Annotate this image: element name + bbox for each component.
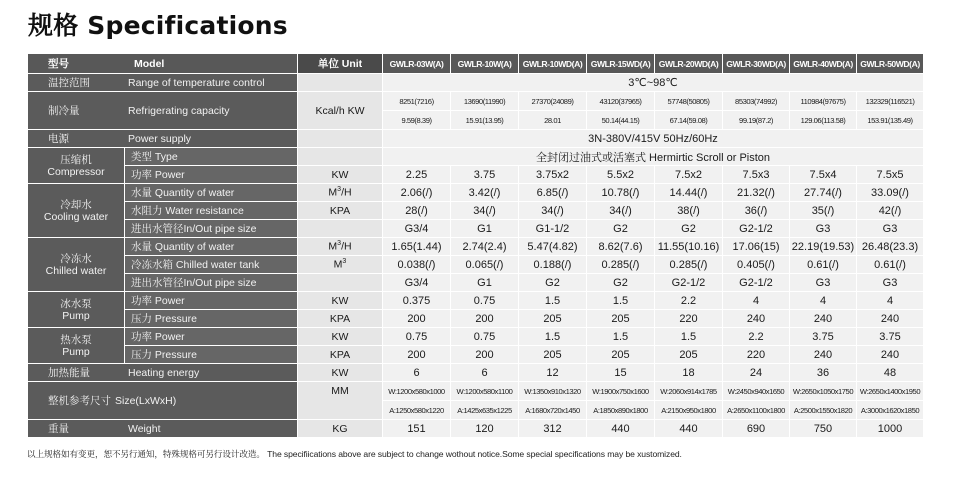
value-cell: 85303(74992) (723, 92, 790, 111)
value-cell: 240 (790, 346, 857, 364)
footnote: 以上规格如有变更，恕不另行通知，特殊规格可另行设计改造。 The specifiications above are subject to change wothout notice.Some special specifications may be xustomized. (27, 449, 682, 459)
unit-cell: KW (298, 328, 383, 346)
value-cell: 3.75 (857, 328, 924, 346)
sub-label: 压力 Pressure (125, 346, 298, 364)
value-cell: 1.65(1.44) (383, 238, 451, 256)
model-header (28, 54, 298, 74)
value-cell: 240 (857, 310, 924, 328)
power-supply-value: 3N-380V/415V 50Hz/60Hz (383, 130, 924, 148)
value-cell: 4 (857, 292, 924, 310)
unit-cell: KPA (298, 346, 383, 364)
unit-cell: KPA (298, 202, 383, 220)
cooling-water-quantity-row (28, 184, 924, 202)
value-cell: 50.14(44.15) (587, 111, 655, 130)
value-cell: G2-1/2 (723, 274, 790, 292)
row-label-en: Power supply (128, 133, 192, 145)
value-cell: 0.188(/) (519, 256, 587, 274)
value-cell: 220 (723, 346, 790, 364)
sub-label: 功率 Power (125, 166, 298, 184)
value-cell: 1.5 (519, 328, 587, 346)
value-cell: 3.75x2 (519, 166, 587, 184)
value-cell: G1 (451, 274, 519, 292)
ice-pump-power-row (28, 292, 924, 310)
value-cell: 67.14(59.08) (655, 111, 723, 130)
value-cell: 17.06(15) (723, 238, 790, 256)
power-supply-row (28, 130, 924, 148)
value-cell: 2.74(2.4) (451, 238, 519, 256)
value-cell: 26.48(23.3) (857, 238, 924, 256)
value-cell: 35(/) (790, 202, 857, 220)
row-label-en: Refrigerating capacity (128, 105, 230, 117)
value-cell: G2 (587, 220, 655, 238)
hot-pump-power-row (28, 328, 924, 346)
value-cell: 110984(97675) (790, 92, 857, 111)
header-row (28, 54, 924, 74)
value-cell: 48 (857, 364, 924, 382)
row-label-zh: 加热能量 (48, 367, 90, 379)
value-cell: 3.75 (451, 166, 519, 184)
group-label (28, 238, 125, 292)
model-column-header: GWLR-50WD(A) (857, 54, 924, 74)
value-cell: G2-1/2 (723, 220, 790, 238)
value-cell: 750 (790, 420, 857, 438)
value-cell: W:2650x1050x1750 (790, 382, 857, 401)
row-label-en: Heating energy (128, 367, 200, 379)
row-label-zh: 电源 (48, 133, 69, 145)
value-cell: 151 (383, 420, 451, 438)
value-cell: W:1200x580x1000 (383, 382, 451, 401)
value-cell: 205 (519, 310, 587, 328)
row-label (28, 364, 298, 382)
unit-superscript: 3 (337, 240, 342, 248)
row-label (28, 74, 298, 92)
value-cell: G2 (519, 274, 587, 292)
value-cell: 200 (383, 310, 451, 328)
row-label-en: Range of temperature control (128, 77, 265, 89)
unit-cell (298, 148, 383, 166)
value-cell: W:1900x750x1600 (587, 382, 655, 401)
model-column-header: GWLR-10WD(A) (519, 54, 587, 74)
value-cell: 2.2 (655, 292, 723, 310)
value-cell: 5.5x2 (587, 166, 655, 184)
row-label-en: Size(LxWxH) (115, 395, 177, 407)
sub-label: 功率 Power (125, 292, 298, 310)
specifications-table (27, 53, 924, 438)
model-column-header: GWLR-40WD(A) (790, 54, 857, 74)
value-cell: 1000 (857, 420, 924, 438)
unit-base: M (328, 240, 338, 253)
value-cell: 0.285(/) (655, 256, 723, 274)
value-cell: 0.405(/) (723, 256, 790, 274)
value-cell: 8.62(7.6) (587, 238, 655, 256)
sub-label: 进出水管径In/Out pipe size (125, 274, 298, 292)
group-label (28, 328, 125, 364)
value-cell: 0.038(/) (383, 256, 451, 274)
value-cell: A:3000x1620x1850 (857, 401, 924, 420)
value-cell: 220 (655, 310, 723, 328)
value-cell: 4 (790, 292, 857, 310)
value-cell: G3/4 (383, 274, 451, 292)
value-cell: G1 (451, 220, 519, 238)
unit-superscript: 3 (337, 186, 342, 194)
value-cell: A:2650x1100x1800 (723, 401, 790, 420)
value-cell: 22.19(19.53) (790, 238, 857, 256)
value-cell: 6 (383, 364, 451, 382)
value-cell: A:2150x950x1800 (655, 401, 723, 420)
value-cell: 36(/) (723, 202, 790, 220)
row-label (28, 420, 298, 438)
value-cell: 21.32(/) (723, 184, 790, 202)
value-cell: G2 (587, 274, 655, 292)
value-cell: G2 (655, 220, 723, 238)
model-header-zh: 型号 (48, 58, 69, 70)
value-cell: 1.5 (655, 328, 723, 346)
value-cell: 200 (383, 346, 451, 364)
unit-header: 单位 Unit (298, 54, 383, 74)
group-label (28, 148, 125, 184)
value-cell: 3.75 (790, 328, 857, 346)
value-cell: A:1680x720x1450 (519, 401, 587, 420)
value-cell: 38(/) (655, 202, 723, 220)
value-cell: 57748(50805) (655, 92, 723, 111)
value-cell: G3/4 (383, 220, 451, 238)
value-cell: 36 (790, 364, 857, 382)
value-cell: 440 (587, 420, 655, 438)
unit-cell (298, 220, 383, 238)
value-cell: 0.61(/) (857, 256, 924, 274)
value-cell: 1.5 (587, 292, 655, 310)
unit-cell (298, 74, 383, 92)
value-cell: 240 (723, 310, 790, 328)
chilled-water-pipe-row (28, 274, 924, 292)
sub-label: 冷冻水箱 Chilled water tank (125, 256, 298, 274)
hot-pump-pressure-row (28, 346, 924, 364)
group-label-zh: 压缩机 (60, 153, 92, 166)
value-cell: G1-1/2 (519, 220, 587, 238)
value-cell: 4 (723, 292, 790, 310)
value-cell: A:2500x1550x1820 (790, 401, 857, 420)
group-label-en: Pump (62, 345, 90, 358)
value-cell: 6 (451, 364, 519, 382)
value-cell: 34(/) (519, 202, 587, 220)
value-cell: 33.09(/) (857, 184, 924, 202)
compressor-type-value: 全封闭过油式或活塞式 Hermirtic Scroll or Piston (383, 148, 924, 166)
value-cell: 11.55(10.16) (655, 238, 723, 256)
group-label-en: Compressor (47, 165, 105, 178)
sub-label: 类型 Type (125, 148, 298, 166)
value-cell: 42(/) (857, 202, 924, 220)
ice-pump-pressure-row (28, 310, 924, 328)
value-cell: 312 (519, 420, 587, 438)
size-w-row (28, 382, 924, 401)
value-cell: G2-1/2 (655, 274, 723, 292)
temperature-range-value: 3℃~98℃ (383, 74, 924, 92)
heating-energy-row (28, 364, 924, 382)
value-cell: A:1425x635x1225 (451, 401, 519, 420)
row-label-zh: 整机参考尺寸 (48, 395, 111, 407)
value-cell: 132329(116521) (857, 92, 924, 111)
row-label (28, 130, 298, 148)
unit-superscript: 3 (342, 258, 347, 266)
unit-cell (298, 274, 383, 292)
value-cell: 205 (655, 346, 723, 364)
unit-cell (298, 130, 383, 148)
value-cell: 2.06(/) (383, 184, 451, 202)
unit-cell: KW (298, 364, 383, 382)
unit-cell: KPA (298, 310, 383, 328)
sub-label: 压力 Pressure (125, 310, 298, 328)
value-cell: 0.75 (383, 328, 451, 346)
unit-cell (298, 238, 383, 256)
value-cell: 200 (451, 346, 519, 364)
value-cell: 0.75 (451, 292, 519, 310)
model-column-header: GWLR-30WD(A) (723, 54, 790, 74)
value-cell: 27370(24089) (519, 92, 587, 111)
value-cell: W:1350x910x1320 (519, 382, 587, 401)
unit-cell: KG (298, 420, 383, 438)
value-cell: G3 (790, 220, 857, 238)
refrigerating-capacity-row (28, 92, 924, 111)
value-cell: 200 (451, 310, 519, 328)
value-cell: 0.065(/) (451, 256, 519, 274)
group-label-zh: 冰水泵 (60, 297, 92, 310)
value-cell: 15 (587, 364, 655, 382)
chilled-water-quantity-row (28, 238, 924, 256)
row-label-zh: 制冷量 (48, 105, 80, 117)
group-label (28, 184, 125, 238)
value-cell: 99.19(87.2) (723, 111, 790, 130)
value-cell: 240 (857, 346, 924, 364)
unit-cell (298, 256, 383, 274)
value-cell: 690 (723, 420, 790, 438)
value-cell: 24 (723, 364, 790, 382)
value-cell: 28.01 (519, 111, 587, 130)
value-cell: G3 (790, 274, 857, 292)
model-column-header: GWLR-15WD(A) (587, 54, 655, 74)
value-cell: W:2450x940x1650 (723, 382, 790, 401)
value-cell: 7.5x5 (857, 166, 924, 184)
sub-label: 进出水管径In/Out pipe size (125, 220, 298, 238)
value-cell: 0.75 (451, 328, 519, 346)
weight-row (28, 420, 924, 438)
chilled-water-tank-row (28, 256, 924, 274)
sub-label: 水阻力 Water resistance (125, 202, 298, 220)
sub-label: 水量 Quantity of water (125, 184, 298, 202)
group-label-zh: 冷却水 (60, 198, 92, 211)
value-cell: 129.06(113.58) (790, 111, 857, 130)
value-cell: 15.91(13.95) (451, 111, 519, 130)
cooling-water-pipe-row (28, 220, 924, 238)
page-title: 规格 Specifications (28, 11, 288, 40)
value-cell: 205 (519, 346, 587, 364)
value-cell: 9.59(8.39) (383, 111, 451, 130)
group-label-zh: 热水泵 (60, 333, 92, 346)
compressor-power-row (28, 166, 924, 184)
value-cell: A:1250x580x1220 (383, 401, 451, 420)
value-cell: 34(/) (587, 202, 655, 220)
value-cell: 28(/) (383, 202, 451, 220)
group-label-en: Cooling water (43, 210, 109, 223)
value-cell: A:1850x890x1800 (587, 401, 655, 420)
group-label (28, 292, 125, 328)
unit-tail: /H (341, 186, 352, 199)
value-cell: 2.2 (723, 328, 790, 346)
value-cell: 27.74(/) (790, 184, 857, 202)
value-cell: 7.5x2 (655, 166, 723, 184)
value-cell: 240 (790, 310, 857, 328)
value-cell: 43120(37965) (587, 92, 655, 111)
value-cell: 10.78(/) (587, 184, 655, 202)
value-cell: W:2650x1400x1950 (857, 382, 924, 401)
value-cell: 12 (519, 364, 587, 382)
group-label-zh: 冷冻水 (60, 252, 92, 265)
value-cell: 6.85(/) (519, 184, 587, 202)
value-cell: 120 (451, 420, 519, 438)
value-cell: 0.61(/) (790, 256, 857, 274)
row-label (28, 382, 298, 420)
cooling-water-resistance-row (28, 202, 924, 220)
model-column-header: GWLR-20WD(A) (655, 54, 723, 74)
value-cell: W:1200x580x1100 (451, 382, 519, 401)
value-cell: 18 (655, 364, 723, 382)
value-cell: 7.5x3 (723, 166, 790, 184)
value-cell: 1.5 (587, 328, 655, 346)
sub-label: 功率 Power (125, 328, 298, 346)
unit-cell: KW (298, 292, 383, 310)
value-cell: G3 (857, 274, 924, 292)
value-cell: 5.47(4.82) (519, 238, 587, 256)
model-column-header: GWLR-10W(A) (451, 54, 519, 74)
unit-base: M (328, 186, 338, 199)
value-cell: 8251(7216) (383, 92, 451, 111)
value-cell: 205 (587, 346, 655, 364)
value-cell: 0.285(/) (587, 256, 655, 274)
value-cell: G3 (857, 220, 924, 238)
value-cell: 2.25 (383, 166, 451, 184)
compressor-type-row (28, 148, 924, 166)
value-cell: 14.44(/) (655, 184, 723, 202)
value-cell: 1.5 (519, 292, 587, 310)
value-cell: 153.91(135.49) (857, 111, 924, 130)
value-cell: 7.5x4 (790, 166, 857, 184)
value-cell: 34(/) (451, 202, 519, 220)
value-cell: 13690(11990) (451, 92, 519, 111)
unit-cell: KW (298, 166, 383, 184)
unit-tail: /H (341, 240, 352, 253)
row-label-en: Weight (128, 423, 161, 435)
unit-cell: MM (298, 382, 383, 420)
sub-label: 水量 Quantity of water (125, 238, 298, 256)
temperature-range-row (28, 74, 924, 92)
unit-cell: Kcal/h KW (298, 92, 383, 130)
unit-base: M (333, 258, 343, 271)
group-label-en: Chilled water (45, 264, 107, 277)
value-cell: 205 (587, 310, 655, 328)
unit-cell (298, 184, 383, 202)
row-label-zh: 温控范围 (48, 77, 90, 89)
group-label-en: Pump (62, 309, 90, 322)
model-header-en: Model (134, 58, 165, 70)
row-label-zh: 重量 (48, 423, 69, 435)
row-label (28, 92, 298, 130)
value-cell: 3.42(/) (451, 184, 519, 202)
model-column-header: GWLR-03W(A) (383, 54, 451, 74)
value-cell: 0.375 (383, 292, 451, 310)
value-cell: 440 (655, 420, 723, 438)
value-cell: W:2060x914x1785 (655, 382, 723, 401)
